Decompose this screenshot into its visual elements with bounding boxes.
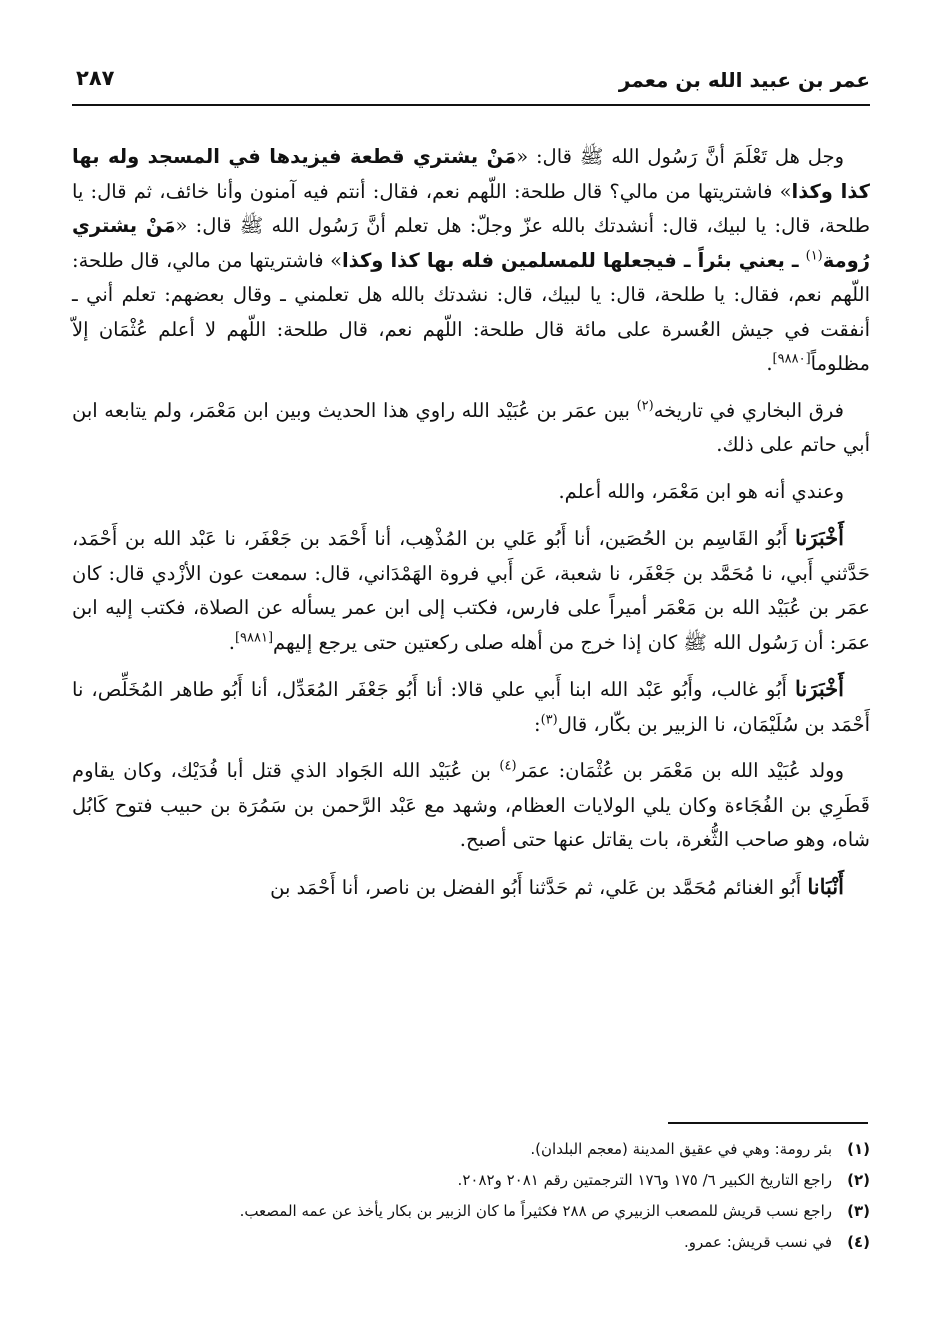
hadith-reference-number: [٩٨٨٠] (772, 351, 811, 367)
paragraph-2 (72, 394, 870, 463)
paragraph-6 (72, 754, 870, 858)
text-run: أَبُو غالب، وأَبُو عَبْد الله ابنا أَبي علي قالا: أنا أَبُو جَعْفَر المُعَدِّل، أنا أَبُو طاهر المُخَلِّص، نا أَحْمَد بن سُلَيْمَان، نا الزبير بن بكّار، قال (72, 678, 870, 736)
text-run: بين عمَر بن عُبَيْد الله راوي هذا الحديث وبين ابن مَعْمَر، ولم يتابعه ابن أبي حاتم على ذلك. (72, 398, 870, 456)
page-header (72, 62, 870, 102)
text-run: . (228, 630, 235, 654)
hadith-quote: مَنْ يشتري رُومة (72, 214, 870, 272)
header-rule (72, 104, 870, 106)
footnote-text: بئر رومة: وهي في عقيق المدينة (معجم البلدان). (530, 1140, 832, 1158)
text-run: أَبُو الغنائم مُحَمَّد بن عَلي، ثم حَدَّثنا أَبُو الفضل بن ناصر، أنا أَحْمَد بن (270, 875, 808, 899)
footnote-number: (٣) (847, 1202, 870, 1220)
footnote-number: (٢) (847, 1171, 870, 1189)
text-run: وجل هل تَعْلَمَ أنَّ رَسُول الله ﷺ قال: « (516, 145, 844, 168)
footnote-text: راجع نسب قريش للمصعب الزبيري ص ٢٨٨ فكثيراً ما كان الزبير بن بكار يأخذ عن عمه المصعب. (239, 1202, 832, 1220)
main-text (72, 140, 870, 917)
footnote-marker[interactable]: (٢) (636, 398, 654, 413)
text-run: وعندي أنه هو ابن مَعْمَر، والله أعلم. (558, 479, 844, 503)
running-title: عمر بن عبيد الله بن معمر (618, 68, 870, 92)
footnote (100, 1227, 870, 1258)
footnote-marker[interactable]: (٣) (540, 712, 558, 727)
text-run: : (534, 712, 541, 736)
text-run: أَبُو القَاسِم بن الحُصَين، أنا أَبُو عَلي بن المُذْهِب، أنا أَحْمَد بن جَعْفَر، نا عَبْد الله بن أَحْمَد، حَدَّثني أَبي، نا مُحَمَّد بن جَعْفَر، نا شعبة، عَن أَبي فروة الهَمْدَاني، قال: سمعت عون الأزْدي قال: كان عمَر بن عُبَيْد الله بن مَعْمَر أميراً على فارس، فكتب إلى ابن عمر يسأله عن الصلاة، فكتب إليه ابن عمَر: أن رَسُول الله ﷺ كان إذا خرج من أهله صلى ركعتين حتى يرجع إليهم (72, 527, 870, 654)
footnote-text: في نسب قريش: عمرو. (684, 1233, 832, 1251)
footnote (100, 1196, 870, 1227)
text-run: » فاشتريتها من مالي، قال طلحة: اللّهم نعم، فقال: يا طلحة، قال: يا لبيك، قال: نشدتك بالله هل تعلمني ـ وقال بعضهم: تعلم أني ـ أنفقت في جيش العُسرة على مائة قال طلحة: اللّهم نعم، قال طلحة: اللّهم لا أعلم عُثْمَان إلاّ مظلوماً (72, 248, 870, 375)
hadith-quote: مَنْ يشتري قطعة فيزيدها في المسجد وله بها كذا وكذا (72, 145, 870, 203)
isnad-lead-word: أَخْبَرَنا (795, 676, 844, 701)
footnote (100, 1134, 870, 1165)
text-run: . (766, 352, 773, 375)
text-run: وولد عُبَيْد الله بن مَعْمَر بن عُثْمَان: عمَر (516, 759, 844, 782)
paragraph-5 (72, 672, 870, 742)
footnote-text: راجع التاريخ الكبير ٦/ ١٧٥ و١٧٦ الترجمتين رقم ٢٠٨١ و٢٠٨٢. (457, 1171, 832, 1189)
paragraph-1 (72, 140, 870, 382)
footnote (100, 1165, 870, 1196)
footnote-number: (٤) (847, 1233, 870, 1251)
text-run: فرق البخاري في تاريخه (653, 398, 844, 422)
hadith-reference-number: [٩٨٨١] (234, 630, 274, 645)
text-run: » فاشتريتها من مالي؟ قال طلحة: اللّهم نعم، فقال: أنتم فيه آمنون وأنا خائف، ثم قال: يا طلحة، قال: يا لبيك، قال: أنشدتك بالله عزّ وجلّ: هل تعلم أنَّ رَسُول الله ﷺ قال: « (72, 179, 870, 237)
isnad-lead-word: أَنْبَانا (807, 873, 844, 899)
text-run: بن عُبَيْد الله الجَواد الذي قتل أبا فُدَيْك، وكان يقاوم قَطَرِي بن الفُجَاءة وكان يلي الولايات العظام، وشهد مع عَبْد الرَّحمن بن سَمُرَة بن حبيب فتوح كَابُل شاه، وهو صاحب الثُّغرة، بات يقاتل عنها حتى أصبح. (72, 759, 870, 851)
isnad-lead-word: أَخْبَرَنا (795, 525, 844, 550)
footnote-marker[interactable]: (١) (805, 248, 823, 263)
page-number: ٢٨٧ (76, 66, 115, 90)
footnotes (100, 1134, 870, 1258)
footnote-separator (668, 1122, 868, 1124)
paragraph-3 (72, 475, 870, 510)
paragraph-4 (72, 521, 870, 660)
footnote-marker[interactable]: (٤) (499, 758, 517, 774)
hadith-quote: ـ يعني بئراً ـ فيجعلها للمسلمين فله بها كذا وكذا (342, 248, 806, 272)
footnote-number: (١) (847, 1140, 870, 1158)
paragraph-7 (72, 870, 870, 906)
